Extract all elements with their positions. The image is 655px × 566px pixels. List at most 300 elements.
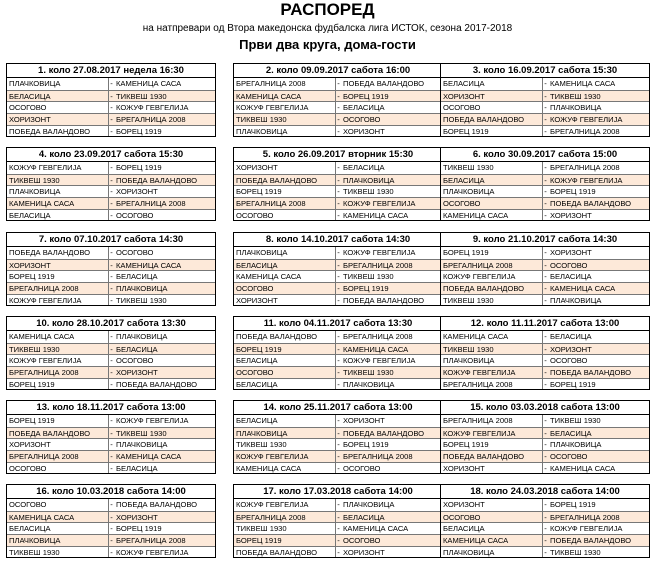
- match-row: [441, 125, 649, 137]
- home-team: БОРЕЦ 1919: [234, 344, 336, 355]
- match-row: [234, 427, 442, 439]
- away-team: ПОБЕДА ВАЛАНДОВО: [116, 500, 198, 509]
- home-team: БОРЕЦ 1919: [7, 379, 109, 390]
- home-team: КАМЕНИЦА САСА: [234, 271, 336, 282]
- match-separator: -: [110, 344, 113, 354]
- round-header: 12. коло 11.11.2017 сабота 13:00: [441, 317, 649, 331]
- match-row: [234, 101, 442, 113]
- match-row: [234, 197, 442, 209]
- match-separator: -: [110, 103, 113, 113]
- match-separator: -: [337, 344, 340, 354]
- match-row: [234, 534, 442, 546]
- match-separator: -: [110, 524, 113, 534]
- match-separator: -: [110, 79, 113, 88]
- match-separator: -: [337, 547, 340, 557]
- home-team: КОЖУФ ГЕВГЕЛИЈА: [441, 271, 543, 282]
- match-separator: -: [110, 379, 113, 389]
- home-team: ОСОГОВО: [441, 198, 543, 209]
- match-row: [234, 415, 442, 427]
- match-row: [7, 415, 215, 427]
- match-separator: -: [544, 91, 547, 101]
- home-team: БОРЕЦ 1919: [234, 535, 336, 546]
- home-team: ПЛАЧКОВИЦА: [7, 78, 109, 90]
- home-team: ОСОГОВО: [441, 102, 543, 113]
- round-header: 2. коло 09.09.2017 сабота 16:00: [234, 64, 442, 78]
- round-header: 8. коло 14.10.2017 сабота 14:30: [234, 233, 442, 247]
- home-team: КАМЕНИЦА САСА: [441, 331, 543, 343]
- away-team: БЕЛАСИЦА: [343, 103, 385, 113]
- home-team: БРЕГАЛНИЦА 2008: [234, 78, 336, 90]
- match-separator: -: [110, 295, 113, 305]
- match-row: [234, 499, 442, 511]
- match-row: [441, 534, 649, 546]
- away-team: КОЖУФ ГЕВГЕЛИЈА: [550, 524, 623, 534]
- away-team: БРЕГАЛНИЦА 2008: [116, 199, 186, 209]
- home-team: ПОБЕДА ВАЛАНДОВО: [7, 247, 109, 259]
- home-team: ПЛАЧКОВИЦА: [441, 186, 543, 197]
- away-team: БЕЛАСИЦА: [343, 512, 385, 522]
- round-box-17: [233, 484, 443, 558]
- home-team: ОСОГОВО: [7, 463, 109, 474]
- home-team: БЕЛАСИЦА: [7, 523, 109, 534]
- match-separator: -: [337, 512, 340, 522]
- match-separator: -: [110, 356, 113, 366]
- home-team: ТИКВЕШ 1930: [234, 439, 336, 450]
- match-separator: -: [544, 452, 547, 462]
- away-team: БОРЕЦ 1919: [343, 284, 389, 294]
- match-row: [7, 247, 215, 259]
- match-row: [7, 331, 215, 343]
- match-separator: -: [337, 163, 340, 172]
- away-team: БЕЛАСИЦА: [550, 332, 592, 341]
- round-box-5: [233, 147, 443, 221]
- home-team: КАМЕНИЦА САСА: [441, 535, 543, 546]
- away-team: ХОРИЗОНТ: [343, 416, 385, 425]
- match-row: [7, 270, 215, 282]
- away-team: ПОБЕДА ВАЛАНДОВО: [116, 379, 198, 389]
- round-header: 10. коло 28.10.2017 сабота 13:30: [7, 317, 215, 331]
- match-row: [7, 546, 215, 558]
- match-separator: -: [337, 356, 340, 366]
- match-separator: -: [110, 368, 113, 378]
- away-team: ОСОГОВО: [343, 115, 381, 125]
- match-separator: -: [337, 103, 340, 113]
- match-row: [7, 294, 215, 306]
- round-header: 5. коло 26.09.2017 вторник 15:30: [234, 148, 442, 162]
- match-separator: -: [110, 199, 113, 209]
- match-separator: -: [110, 284, 113, 294]
- home-team: КОЖУФ ГЕВГЕЛИЈА: [234, 102, 336, 113]
- away-team: ОСОГОВО: [116, 210, 154, 220]
- home-team: ПЛАЧКОВИЦА: [234, 126, 336, 137]
- home-team: ОСОГОВО: [7, 499, 109, 511]
- home-team: КАМЕНИЦА САСА: [7, 331, 109, 343]
- match-row: [7, 343, 215, 355]
- match-separator: -: [337, 284, 340, 294]
- match-row: [234, 125, 442, 137]
- away-team: БРЕГАЛНИЦА 2008: [116, 115, 186, 125]
- match-separator: -: [110, 187, 113, 197]
- home-team: БОРЕЦ 1919: [7, 415, 109, 427]
- match-row: [7, 366, 215, 378]
- home-team: ПОБЕДА ВАЛАНДОВО: [441, 451, 543, 462]
- match-row: [441, 185, 649, 197]
- home-team: ХОРИЗОНТ: [441, 499, 543, 511]
- match-row: [7, 522, 215, 534]
- match-row: [441, 78, 649, 90]
- away-team: ПЛАЧКОВИЦА: [550, 295, 602, 305]
- home-team: БЕЛАСИЦА: [7, 91, 109, 102]
- match-separator: -: [110, 547, 113, 557]
- match-separator: -: [544, 536, 547, 546]
- match-row: [234, 113, 442, 125]
- away-team: КАМЕНИЦА САСА: [343, 210, 409, 220]
- away-team: ХОРИЗОНТ: [550, 210, 592, 220]
- away-team: ОСОГОВО: [550, 452, 588, 462]
- home-team: ТИКВЕШ 1930: [441, 295, 543, 306]
- match-row: [234, 78, 442, 90]
- round-header: 1. коло 27.08.2017 недела 16:30: [7, 64, 215, 78]
- match-row: [441, 247, 649, 259]
- home-team: ПЛАЧКОВИЦА: [441, 355, 543, 366]
- match-separator: -: [110, 440, 113, 450]
- away-team: БРЕГАЛНИЦА 2008: [550, 163, 620, 172]
- match-separator: -: [110, 91, 113, 101]
- match-separator: -: [544, 79, 547, 88]
- away-team: БОРЕЦ 1919: [343, 440, 389, 450]
- home-team: БОРЕЦ 1919: [441, 126, 543, 137]
- home-team: БОРЕЦ 1919: [234, 186, 336, 197]
- home-team: БРЕГАЛНИЦА 2008: [234, 198, 336, 209]
- away-team: ПЛАЧКОВИЦА: [550, 440, 602, 450]
- away-team: ХОРИЗОНТ: [550, 344, 592, 354]
- match-row: [7, 185, 215, 197]
- away-team: БЕЛАСИЦА: [116, 463, 158, 473]
- match-row: [441, 90, 649, 102]
- match-row: [234, 162, 442, 174]
- match-row: [234, 546, 442, 558]
- round-header: 14. коло 25.11.2017 сабота 13:00: [234, 401, 442, 415]
- home-team: ХОРИЗОНТ: [7, 439, 109, 450]
- match-row: [7, 462, 215, 474]
- away-team: БЕЛАСИЦА: [343, 163, 385, 172]
- match-separator: -: [110, 416, 113, 425]
- away-team: ПОБЕДА ВАЛАНДОВО: [343, 79, 425, 88]
- match-separator: -: [337, 536, 340, 546]
- page-subtitle: на натпревари од Втора македонска фудбалска лига ИСТОК, сезона 2017-2018: [142, 23, 513, 34]
- away-team: КОЖУФ ГЕВГЕЛИЈА: [116, 547, 189, 557]
- match-separator: -: [337, 500, 340, 509]
- home-team: БЕЛАСИЦА: [234, 415, 336, 427]
- match-row: [441, 522, 649, 534]
- match-row: [234, 438, 442, 450]
- home-team: КОЖУФ ГЕВГЕЛИЈА: [234, 451, 336, 462]
- round-header: 16. коло 10.03.2018 сабота 14:00: [7, 485, 215, 499]
- round-header: 17. коло 17.03.2018 сабота 14:00: [234, 485, 442, 499]
- home-team: ХОРИЗОНТ: [234, 162, 336, 174]
- match-row: [7, 125, 215, 137]
- match-separator: -: [110, 332, 113, 341]
- match-row: [7, 499, 215, 511]
- round-box-16: [6, 484, 216, 558]
- away-team: ПЛАЧКОВИЦА: [550, 103, 602, 113]
- home-team: ХОРИЗОНТ: [7, 114, 109, 125]
- match-row: [7, 197, 215, 209]
- home-team: ОСОГОВО: [234, 210, 336, 221]
- away-team: БРЕГАЛНИЦА 2008: [550, 512, 620, 522]
- home-team: БЕЛАСИЦА: [234, 260, 336, 271]
- match-row: [7, 113, 215, 125]
- match-row: [234, 522, 442, 534]
- match-row: [7, 450, 215, 462]
- away-team: ПЛАЧКОВИЦА: [343, 175, 395, 185]
- away-team: ХОРИЗОНТ: [343, 547, 385, 557]
- match-row: [7, 209, 215, 221]
- home-team: БЕЛАСИЦА: [441, 523, 543, 534]
- away-team: ПОБЕДА ВАЛАНДОВО: [343, 428, 425, 438]
- match-separator: -: [544, 344, 547, 354]
- home-team: КАМЕНИЦА САСА: [441, 210, 543, 221]
- match-separator: -: [337, 260, 340, 270]
- match-row: [234, 378, 442, 390]
- round-box-2: [233, 63, 443, 137]
- home-team: ПЛАЧКОВИЦА: [234, 428, 336, 439]
- match-separator: -: [337, 295, 340, 305]
- match-separator: -: [337, 463, 340, 473]
- away-team: КАМЕНИЦА САСА: [116, 79, 182, 88]
- away-team: БЕЛАСИЦА: [550, 272, 592, 282]
- away-team: ПОБЕДА ВАЛАНДОВО: [343, 295, 425, 305]
- away-team: ОСОГОВО: [343, 536, 381, 546]
- match-separator: -: [337, 379, 340, 389]
- match-row: [441, 270, 649, 282]
- away-team: ОСОГОВО: [116, 248, 154, 257]
- away-team: БОРЕЦ 1919: [116, 163, 162, 172]
- match-separator: -: [337, 175, 340, 185]
- away-team: КОЖУФ ГЕВГЕЛИЈА: [343, 199, 416, 209]
- away-team: ТИКВЕШ 1930: [343, 187, 394, 197]
- home-team: ОСОГОВО: [234, 367, 336, 378]
- away-team: ХОРИЗОНТ: [343, 126, 385, 136]
- match-separator: -: [337, 332, 340, 341]
- match-separator: -: [110, 210, 113, 220]
- match-row: [441, 209, 649, 221]
- match-row: [7, 78, 215, 90]
- match-row: [441, 378, 649, 390]
- away-team: ПОБЕДА ВАЛАНДОВО: [550, 199, 632, 209]
- match-row: [441, 438, 649, 450]
- away-team: КАМЕНИЦА САСА: [343, 524, 409, 534]
- match-separator: -: [337, 91, 340, 101]
- home-team: ОСОГОВО: [441, 512, 543, 523]
- match-row: [441, 462, 649, 474]
- match-separator: -: [544, 440, 547, 450]
- section-heading: Први два круга, дома-гости: [239, 37, 416, 52]
- match-separator: -: [110, 428, 113, 438]
- match-separator: -: [544, 547, 547, 557]
- round-box-7: [6, 232, 216, 306]
- away-team: ТИКВЕШ 1930: [550, 416, 601, 425]
- round-box-18: [440, 484, 650, 558]
- match-row: [441, 331, 649, 343]
- match-separator: -: [544, 295, 547, 305]
- home-team: БЕЛАСИЦА: [441, 78, 543, 90]
- match-separator: -: [110, 463, 113, 473]
- match-separator: -: [544, 284, 547, 294]
- away-team: КОЖУФ ГЕВГЕЛИЈА: [343, 356, 416, 366]
- home-team: ТИКВЕШ 1930: [441, 162, 543, 174]
- match-separator: -: [110, 248, 113, 257]
- home-team: КОЖУФ ГЕВГЕЛИЈА: [7, 355, 109, 366]
- match-row: [441, 282, 649, 294]
- match-separator: -: [544, 126, 547, 136]
- match-row: [441, 450, 649, 462]
- away-team: ХОРИЗОНТ: [116, 368, 158, 378]
- round-box-9: [440, 232, 650, 306]
- home-team: БРЕГАЛНИЦА 2008: [441, 415, 543, 427]
- match-row: [234, 331, 442, 343]
- match-row: [7, 511, 215, 523]
- match-separator: -: [337, 115, 340, 125]
- home-team: КОЖУФ ГЕВГЕЛИЈА: [441, 428, 543, 439]
- match-row: [7, 282, 215, 294]
- home-team: БЕЛАСИЦА: [234, 379, 336, 390]
- round-header: 4. коло 23.09.2017 сабота 15:30: [7, 148, 215, 162]
- home-team: ТИКВЕШ 1930: [441, 344, 543, 355]
- match-separator: -: [337, 187, 340, 197]
- match-row: [234, 185, 442, 197]
- home-team: ПОБЕДА ВАЛАНДОВО: [234, 547, 336, 558]
- match-separator: -: [110, 512, 113, 522]
- home-team: ТИКВЕШ 1930: [234, 523, 336, 534]
- home-team: КОЖУФ ГЕВГЕЛИЈА: [7, 162, 109, 174]
- match-separator: -: [544, 210, 547, 220]
- home-team: ПОБЕДА ВАЛАНДОВО: [234, 331, 336, 343]
- home-team: БЕЛАСИЦА: [234, 355, 336, 366]
- away-team: КАМЕНИЦА САСА: [116, 260, 182, 270]
- away-team: ТИКВЕШ 1930: [116, 428, 167, 438]
- home-team: БЕЛАСИЦА: [7, 210, 109, 221]
- away-team: БРЕГАЛНИЦА 2008: [116, 536, 186, 546]
- match-row: [234, 270, 442, 282]
- home-team: ОСОГОВО: [234, 283, 336, 294]
- away-team: ХОРИЗОНТ: [550, 248, 592, 257]
- round-box-6: [440, 147, 650, 221]
- match-row: [441, 197, 649, 209]
- home-team: ПОБЕДА ВАЛАНДОВО: [7, 428, 109, 439]
- home-team: КОЖУФ ГЕВГЕЛИЈА: [7, 295, 109, 306]
- match-separator: -: [110, 175, 113, 185]
- match-row: [234, 294, 442, 306]
- match-separator: -: [110, 126, 113, 136]
- match-separator: -: [110, 272, 113, 282]
- away-team: ПОБЕДА ВАЛАНДОВО: [550, 368, 632, 378]
- round-box-4: [6, 147, 216, 221]
- round-header: 3. коло 16.09.2017 сабота 15:30: [441, 64, 649, 78]
- match-row: [7, 90, 215, 102]
- match-separator: -: [544, 175, 547, 185]
- match-separator: -: [110, 536, 113, 546]
- away-team: БЕЛАСИЦА: [116, 344, 158, 354]
- match-separator: -: [337, 248, 340, 257]
- home-team: КАМЕНИЦА САСА: [234, 91, 336, 102]
- match-row: [441, 343, 649, 355]
- home-team: ХОРИЗОНТ: [7, 260, 109, 271]
- round-header: 9. коло 21.10.2017 сабота 14:30: [441, 233, 649, 247]
- away-team: КАМЕНИЦА САСА: [550, 284, 616, 294]
- home-team: КОЖУФ ГЕВГЕЛИЈА: [441, 367, 543, 378]
- away-team: БРЕГАЛНИЦА 2008: [343, 260, 413, 270]
- home-team: ОСОГОВО: [7, 102, 109, 113]
- match-row: [234, 450, 442, 462]
- round-box-14: [233, 400, 443, 474]
- away-team: ПЛАЧКОВИЦА: [343, 379, 395, 389]
- away-team: КОЖУФ ГЕВГЕЛИЈА: [550, 175, 623, 185]
- away-team: БРЕГАЛНИЦА 2008: [550, 126, 620, 136]
- away-team: КОЖУФ ГЕВГЕЛИЈА: [116, 416, 189, 425]
- match-row: [234, 282, 442, 294]
- match-row: [7, 534, 215, 546]
- round-box-1: [6, 63, 216, 137]
- home-team: БРЕГАЛНИЦА 2008: [7, 367, 109, 378]
- match-row: [7, 427, 215, 439]
- match-row: [441, 546, 649, 558]
- match-separator: -: [544, 332, 547, 341]
- match-separator: -: [110, 500, 113, 509]
- round-box-3: [440, 63, 650, 137]
- match-separator: -: [337, 368, 340, 378]
- away-team: КАМЕНИЦА САСА: [550, 463, 616, 473]
- round-header: 18. коло 24.03.2018 сабота 14:00: [441, 485, 649, 499]
- match-separator: -: [337, 79, 340, 88]
- match-separator: -: [544, 512, 547, 522]
- away-team: ОСОГОВО: [116, 356, 154, 366]
- match-row: [441, 174, 649, 186]
- match-row: [441, 499, 649, 511]
- round-box-11: [233, 316, 443, 390]
- match-row: [7, 162, 215, 174]
- match-separator: -: [544, 524, 547, 534]
- home-team: БРЕГАЛНИЦА 2008: [441, 379, 543, 390]
- match-row: [234, 462, 442, 474]
- home-team: КАМЕНИЦА САСА: [7, 198, 109, 209]
- away-team: КОЖУФ ГЕВГЕЛИЈА: [550, 115, 623, 125]
- match-separator: -: [337, 428, 340, 438]
- match-separator: -: [544, 428, 547, 438]
- match-row: [234, 247, 442, 259]
- match-separator: -: [544, 187, 547, 197]
- match-row: [7, 438, 215, 450]
- match-separator: -: [544, 379, 547, 389]
- home-team: ПОБЕДА ВАЛАНДОВО: [7, 126, 109, 137]
- match-row: [234, 174, 442, 186]
- match-row: [441, 113, 649, 125]
- home-team: БЕЛАСИЦА: [441, 175, 543, 186]
- away-team: КОЖУФ ГЕВГЕЛИЈА: [343, 248, 416, 257]
- match-separator: -: [544, 199, 547, 209]
- match-separator: -: [337, 199, 340, 209]
- home-team: БОРЕЦ 1919: [441, 247, 543, 259]
- away-team: ПОБЕДА ВАЛАНДОВО: [116, 175, 198, 185]
- home-team: ТИКВЕШ 1930: [234, 114, 336, 125]
- match-separator: -: [110, 452, 113, 462]
- away-team: ПЛАЧКОВИЦА: [116, 440, 168, 450]
- match-row: [441, 427, 649, 439]
- home-team: БРЕГАЛНИЦА 2008: [441, 260, 543, 271]
- away-team: КАМЕНИЦА САСА: [116, 452, 182, 462]
- match-row: [441, 415, 649, 427]
- match-separator: -: [544, 500, 547, 509]
